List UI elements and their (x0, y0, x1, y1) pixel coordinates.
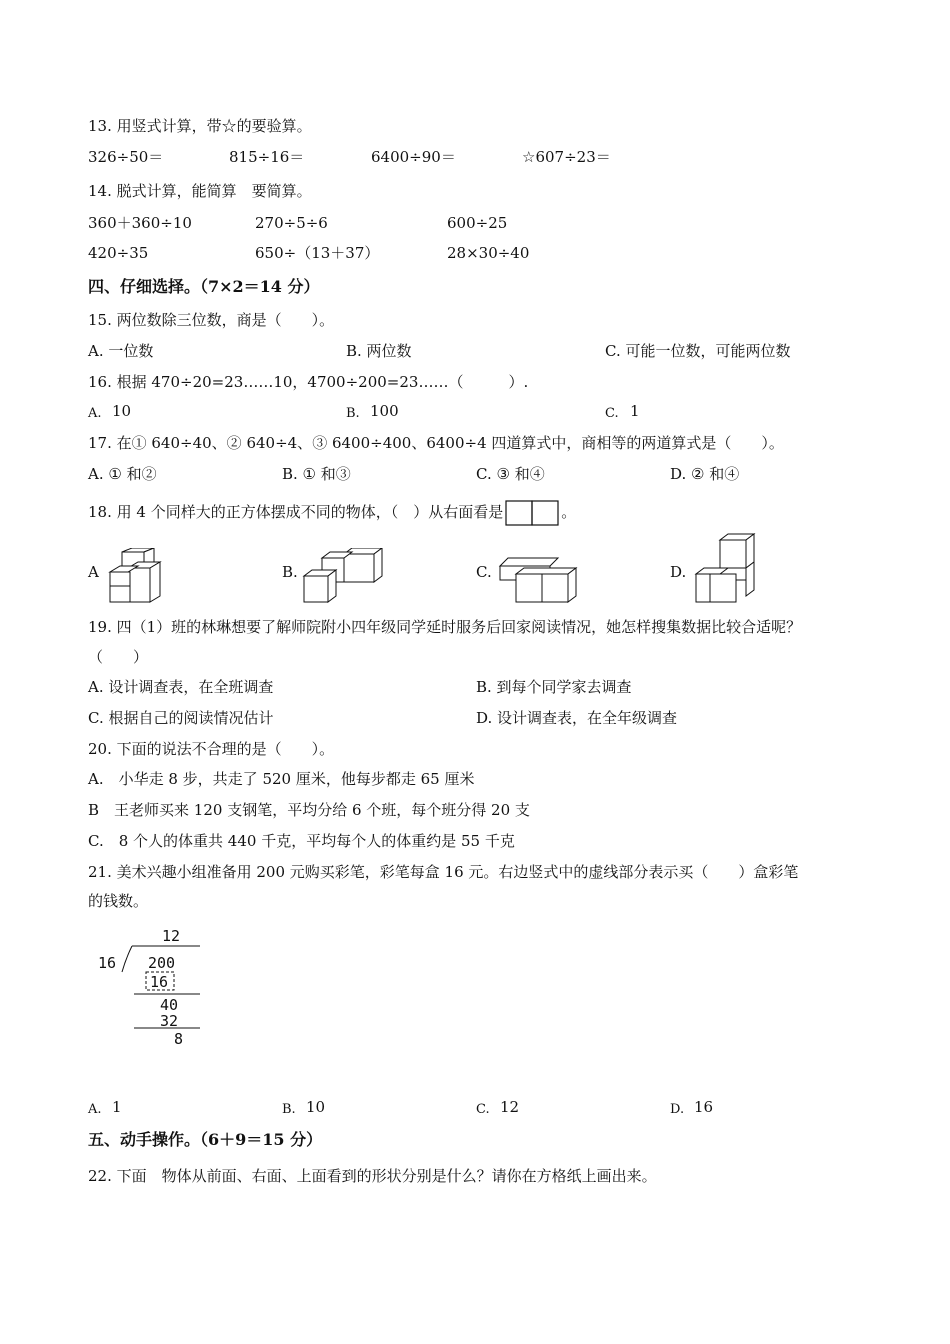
q19-option: A. 设计调查表，在全班调查 (88, 678, 274, 696)
q14-item: 420÷35 (88, 244, 149, 262)
q14-item: 600÷25 (447, 214, 508, 232)
q18-option-letter: C. (476, 563, 492, 581)
q18-stem (88, 500, 576, 526)
q21-letter: B. (282, 1102, 296, 1117)
q21-letter: C. (476, 1102, 490, 1117)
cube-figure-a (108, 548, 174, 604)
q16-value: 1 (630, 402, 640, 420)
q17-option: B. ① 和③ (282, 465, 351, 483)
division-remainder: 8 (174, 1030, 184, 1048)
q14-item: 650÷（13＋37） (255, 244, 380, 262)
cube-figure-d (692, 532, 758, 604)
cube-figure-c (496, 556, 578, 604)
q15-option: A. 一位数 (88, 342, 154, 360)
q14-item: 28×30÷40 (447, 244, 530, 262)
division-remainder1: 40 (160, 996, 179, 1014)
q18-option-letter: B. (282, 563, 298, 581)
q13-item: 326÷50＝ (88, 148, 164, 166)
q21-letter: D. (670, 1102, 685, 1117)
division-quotient: 12 (162, 927, 181, 945)
q13-title: 13. 用竖式计算，带☆的要验算。 (88, 117, 312, 135)
q17-option: A. ① 和② (88, 465, 157, 483)
q16-letter: C. (605, 406, 619, 421)
division-step1: 16 (150, 973, 169, 991)
q16-value: 10 (112, 402, 132, 420)
division-divisor: 16 (98, 954, 117, 972)
q19-stem: 19. 四（1）班的林琳想要了解师院附小四年级同学延时服务后回家阅读情况，她怎样搜集数据比较合适呢？ (88, 618, 802, 636)
q14-item: 360＋360÷10 (88, 214, 192, 232)
q21-stem: 的钱数。 (88, 892, 149, 910)
q17-stem: 17. 在① 640÷40、② 640÷4、③ 6400÷400、6400÷4 四道算式中，商相等的两道算式是（ ）。 (88, 434, 784, 452)
q22-stem: 22. 下面 物体从前面、右面、上面看到的形状分别是什么？请你在方格纸上画出来。 (88, 1167, 657, 1185)
q19-option: B. 到每个同学家去调查 (476, 678, 632, 696)
q18-option-letter: A (88, 563, 99, 581)
q21-letter: A. (88, 1102, 102, 1117)
q20-stem: 20. 下面的说法不合理的是（ ）。 (88, 740, 335, 758)
q20-option: A. 小华走 8 步，共走了 520 厘米，他每步都走 65 厘米 (88, 770, 475, 788)
section-heading: 四、仔细选择。（7×2＝14 分） (88, 277, 320, 296)
long-division-figure (92, 924, 204, 1048)
two-squares-figure (505, 500, 559, 526)
q21-stem: 21. 美术兴趣小组准备用 200 元购买彩笔，彩笔每盒 16 元。右边竖式中的虚线部分表示买（ ）盒彩笔 (88, 863, 799, 881)
division-step2: 32 (160, 1012, 179, 1030)
q21-value: 16 (694, 1098, 714, 1116)
q14-item: 270÷5÷6 (255, 214, 328, 232)
q18-stem-end: 。 (561, 503, 577, 521)
q15-stem: 15. 两位数除三位数，商是（ ）。 (88, 311, 335, 329)
q21-value: 1 (112, 1098, 122, 1116)
q19-option: D. 设计调查表，在全年级调查 (476, 709, 678, 727)
q17-option: D. ② 和④ (670, 465, 740, 483)
q21-value: 10 (306, 1098, 326, 1116)
section-heading: 五、动手操作。（6＋9＝15 分） (88, 1130, 323, 1149)
q15-option: C. 可能一位数，可能两位数 (605, 342, 791, 360)
q13-item: 815÷16＝ (229, 148, 305, 166)
q18-stem-text: 18. 用 4 个同样大的正方体摆成不同的物体，（ ）从右面看是 (88, 503, 504, 521)
q17-option: C. ③ 和④ (476, 465, 545, 483)
q13-item: ☆607÷23＝ (522, 148, 611, 166)
q20-option: C. 8 个人的体重共 440 千克，平均每个人的体重约是 55 千克 (88, 832, 515, 850)
q16-value: 100 (370, 402, 399, 420)
cube-figure-b (302, 548, 384, 604)
q15-option: B. 两位数 (346, 342, 412, 360)
q16-letter: A. (88, 406, 102, 421)
q19-option: C. 根据自己的阅读情况估计 (88, 709, 274, 727)
division-dividend: 200 (148, 954, 176, 972)
q13-item: 6400÷90＝ (371, 148, 456, 166)
q21-value: 12 (500, 1098, 520, 1116)
q18-option-letter: D. (670, 563, 687, 581)
q20-option: B 王老师买来 120 支钢笔，平均分给 6 个班，每个班分得 20 支 (88, 801, 530, 819)
q14-title: 14. 脱式计算，能简算 要简算。 (88, 182, 312, 200)
q16-letter: B. (346, 406, 360, 421)
q16-stem: 16. 根据 470÷20=23……10，4700÷200=23……（ ）. (88, 373, 529, 391)
q19-blank: （ ） (88, 648, 149, 666)
